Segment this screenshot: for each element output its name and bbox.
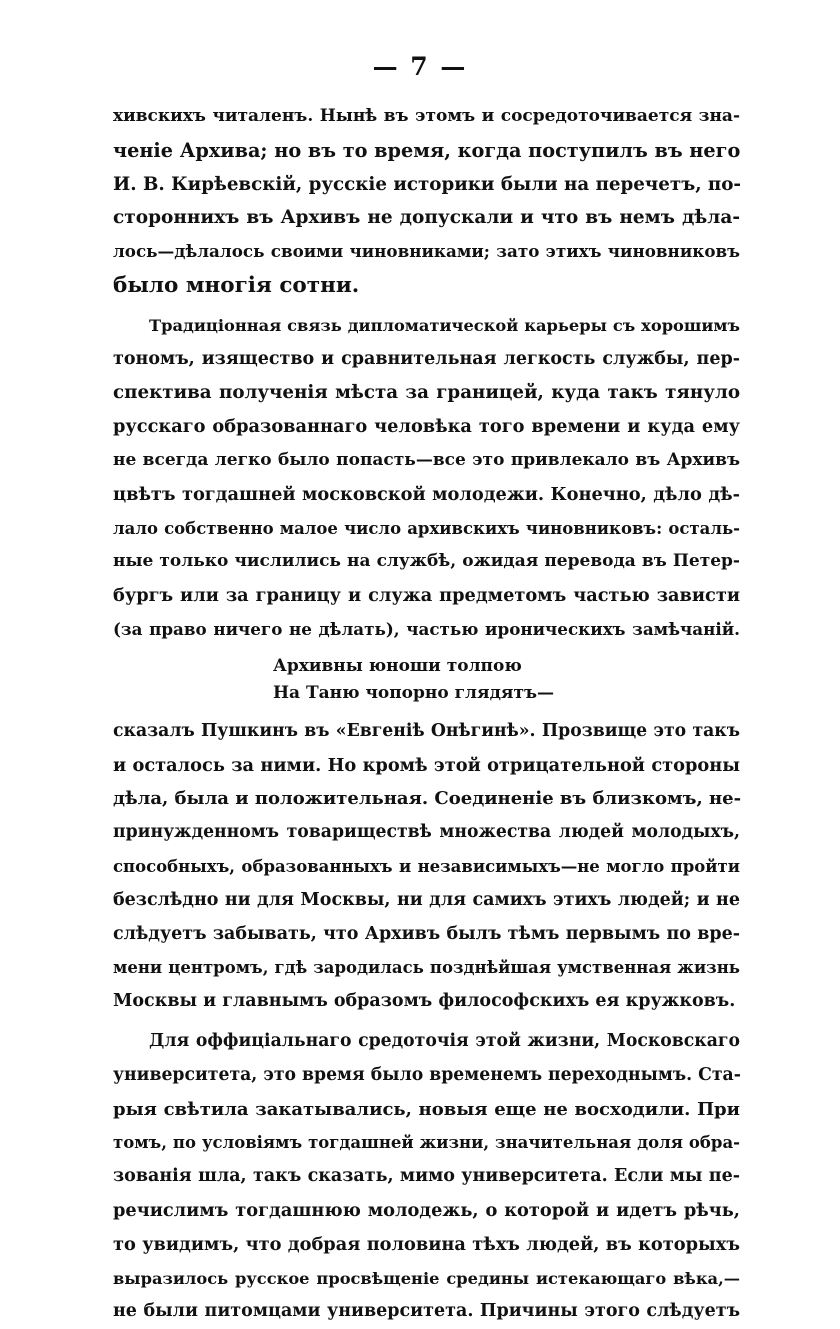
paragraph-1 [113, 100, 740, 303]
text-line: тономъ, изящество и сравнительная легкость службы, пер- [113, 348, 740, 369]
text-line: (за право ничего не дѣлать), частью ироническихъ замѣчаній. [113, 618, 740, 639]
text-line: ченіе Архива; но въ то время, когда поступилъ въ него [113, 138, 741, 162]
text-line: не были питомцами университета. Причины этого слѣдуетъ [113, 1301, 740, 1322]
paragraph-2 [113, 309, 740, 647]
text-line: было многія сотни. [113, 272, 360, 298]
paragraph-4 [113, 1025, 740, 1329]
text-line: Москвы и главнымъ образомъ философскихъ ея кружковъ. [113, 991, 736, 1012]
text-line: и осталось за ними. Но кромѣ этой отрицательной стороны [113, 754, 740, 776]
text-line: дѣла, была и положительная. Соединеніе въ близкомъ, не- [113, 788, 742, 810]
text-line: цвѣтъ тогдашней московской молодежи. Конечно, дѣло дѣ- [113, 483, 740, 505]
text-line: русскаго образованнаго человѣка того времени и куда ему [113, 416, 740, 438]
text-line: лось—дѣлалось своими чиновниками; зато этихъ чиновниковъ [113, 241, 740, 262]
text-line: университета, это время было временемъ переходнымъ. Ста- [113, 1064, 741, 1085]
text-line: Для оффиціальнаго средоточія этой жизни, Московскаго [149, 1030, 740, 1051]
text-line: спектива полученія мѣста за границей, куда такъ тянуло [113, 382, 740, 404]
text-line: безслѣдно ни для Москвы, ни для самихъ этихъ людей; и не [113, 889, 740, 910]
text-line: бургъ или за границу и служа предметомъ частью зависти [113, 585, 740, 607]
body-text [113, 100, 740, 1329]
text-line: не всегда легко было попасть—все это привлекало въ Архивъ [113, 449, 740, 470]
text-line: зованія шла, такъ сказать, мимо университета. Если мы пе- [113, 1166, 740, 1187]
verse-line: Архивны юноши толпою [273, 655, 522, 676]
text-line: хивскихъ читаленъ. Нынѣ въ этомъ и сосредоточивается зна- [113, 106, 740, 126]
page-number: — 7 — [372, 52, 468, 81]
text-line: лало собственно малое число архивскихъ чиновниковъ: осталь- [113, 518, 740, 538]
text-line: принужденномъ товариществѣ множества людей молодыхъ, [113, 822, 740, 843]
text-line: Традиціонная связь дипломатической карьеры съ хорошимъ [149, 315, 740, 335]
text-line: способныхъ, образованныхъ и независимыхъ—не могло пройти [113, 856, 740, 876]
text-line: стороннихъ въ Архивъ не допускали и что въ немъ дѣла- [113, 207, 740, 229]
text-line: то увидимъ, что добрая половина тѣхъ людей, въ которыхъ [113, 1233, 740, 1255]
text-line: И. В. Кирѣевскій, русскіе историки были на перечетъ, по- [113, 173, 742, 195]
text-line: мени центромъ, гдѣ зародилась позднѣйшая умственная жизнь [113, 958, 740, 978]
verse-quote [273, 653, 740, 707]
text-line: выразилось русское просвѣщеніе средины истекающаго вѣка,— [113, 1268, 740, 1288]
text-line: речислимъ тогдашнюю молодежь, о которой и идетъ рѣчь, [113, 1199, 740, 1221]
text-line: рыя свѣтила закатывались, новыя еще не восходили. При [113, 1098, 740, 1120]
paragraph-3 [113, 715, 740, 1019]
verse-line: На Таню чопорно глядятъ— [273, 682, 555, 703]
text-line: ные только числились на службѣ, ожидая перевода въ Петер- [113, 551, 740, 572]
text-line: томъ, по условіямъ тогдашней жизни, значительная доля обра- [113, 1133, 740, 1153]
text-line: сказалъ Пушкинъ въ «Евгеніѣ Онѣгинѣ». Прозвище это такъ [113, 720, 740, 741]
text-line: слѣдуетъ забывать, что Архивъ былъ тѣмъ первымъ по вре- [113, 923, 740, 944]
